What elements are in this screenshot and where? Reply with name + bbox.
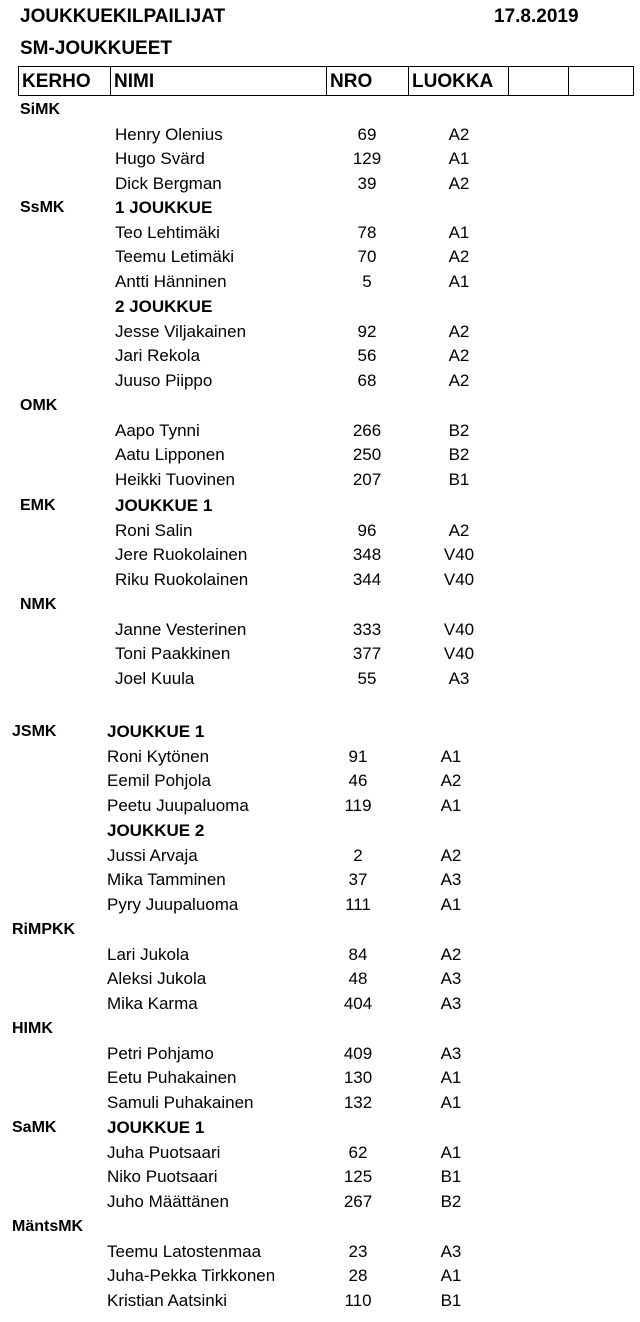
member-class: A3 — [440, 994, 462, 1014]
member-name: Mika Karma — [107, 994, 198, 1014]
member-class: A2 — [448, 371, 470, 391]
club-name: MäntsMK — [12, 1218, 84, 1235]
member-name: Eetu Puhakainen — [107, 1068, 237, 1088]
member-number: 56 — [357, 346, 377, 366]
member-number: 23 — [348, 1241, 368, 1261]
member-name: Kristian Aatsinki — [107, 1291, 227, 1311]
member-class: A2 — [448, 247, 470, 267]
member-number: 111 — [345, 895, 371, 915]
column-header-luokka: LUOKKA — [409, 67, 509, 95]
member-class: A2 — [440, 944, 462, 964]
member-class: B2 — [440, 1192, 462, 1212]
member-number: 409 — [343, 1043, 373, 1063]
member-name: Niko Puotsaari — [107, 1167, 218, 1187]
column-header-kerho: KERHO — [19, 67, 111, 95]
member-name: Janne Vesterinen — [115, 619, 247, 639]
club-name: SsMK — [20, 199, 65, 216]
member-name: Heikki Tuovinen — [115, 470, 236, 490]
member-number: 28 — [348, 1266, 368, 1286]
member-name: Antti Hänninen — [115, 272, 227, 292]
member-number: 5 — [362, 272, 372, 292]
member-class: A3 — [440, 1043, 462, 1063]
club-name: HIMK — [12, 1020, 53, 1037]
member-class: A1 — [440, 796, 462, 816]
column-header-blank-1 — [509, 67, 569, 95]
member-class: V40 — [443, 545, 475, 565]
member-number: 129 — [352, 149, 382, 169]
member-class: V40 — [443, 570, 475, 590]
member-class: B2 — [448, 445, 470, 465]
member-number: 119 — [344, 796, 372, 816]
team-label: JOUKKUE 2 — [107, 821, 205, 840]
member-number: 266 — [352, 420, 382, 440]
member-class: A3 — [440, 870, 462, 890]
date: 17.8.2019 — [494, 6, 579, 27]
member-class: A1 — [440, 1093, 462, 1113]
club-name: JSMK — [12, 723, 57, 740]
member-name: Jere Ruokolainen — [115, 545, 248, 565]
member-class: A2 — [440, 771, 462, 791]
club-name: EMK — [20, 497, 56, 514]
member-name: Joel Kuula — [115, 669, 195, 689]
column-header-nro: NRO — [327, 67, 409, 95]
member-number: 91 — [348, 746, 368, 766]
member-number: 404 — [343, 994, 373, 1014]
member-number: 377 — [352, 644, 382, 664]
club-name: SaMK — [12, 1119, 57, 1136]
member-class: A1 — [448, 149, 470, 169]
member-class: A1 — [448, 272, 470, 292]
member-number: 125 — [343, 1167, 373, 1187]
member-number: 78 — [357, 222, 377, 242]
member-number: 333 — [352, 619, 382, 639]
member-name: Jari Rekola — [115, 346, 201, 366]
member-name: Hugo Svärd — [115, 149, 205, 169]
member-class: A1 — [448, 222, 470, 242]
member-number: 267 — [343, 1192, 373, 1212]
member-class: A2 — [448, 520, 470, 540]
member-class: A2 — [448, 321, 470, 341]
member-number: 68 — [357, 371, 377, 391]
member-name: Juuso Piippo — [115, 371, 213, 391]
member-class: A1 — [440, 895, 462, 915]
member-number: 250 — [352, 445, 382, 465]
member-class: B2 — [448, 420, 470, 440]
column-header-row — [18, 66, 634, 96]
member-name: Jesse Viljakainen — [115, 321, 247, 341]
member-name: Mika Tamminen — [107, 870, 226, 890]
member-number: 69 — [357, 124, 377, 144]
member-class: A3 — [440, 969, 462, 989]
member-class: A2 — [448, 346, 470, 366]
member-number: 130 — [343, 1068, 373, 1088]
member-name: Henry Olenius — [115, 124, 223, 144]
member-class: A3 — [448, 669, 470, 689]
page-title: JOUKKUEKILPAILIJAT — [20, 6, 226, 27]
member-number: 344 — [352, 570, 382, 590]
member-name: Teemu Latostenmaa — [107, 1241, 262, 1261]
member-name: Juha Puotsaari — [107, 1142, 221, 1162]
member-class: A1 — [440, 1266, 462, 1286]
member-name: Samuli Puhakainen — [107, 1093, 254, 1113]
member-class: A2 — [440, 845, 462, 865]
member-number: 348 — [352, 545, 382, 565]
member-name: Teo Lehtimäki — [115, 222, 220, 242]
member-class: B1 — [440, 1291, 462, 1311]
team-label: JOUKKUE 1 — [115, 496, 213, 515]
member-name: Roni Kytönen — [107, 746, 210, 766]
member-name: Teemu Letimäki — [115, 247, 235, 267]
column-header-nimi: NIMI — [111, 67, 327, 95]
member-name: Aleksi Jukola — [107, 969, 207, 989]
member-name: Juha-Pekka Tirkkonen — [107, 1266, 276, 1286]
club-name: SiMK — [20, 101, 60, 118]
member-name: Lari Jukola — [107, 944, 190, 964]
member-class: A3 — [440, 1241, 462, 1261]
member-name: Dick Bergman — [115, 174, 222, 194]
team-label: JOUKKUE 1 — [107, 722, 205, 741]
member-number: 55 — [357, 669, 377, 689]
member-name: Jussi Arvaja — [107, 845, 198, 865]
column-header-blank-2 — [569, 67, 635, 95]
member-name: Aatu Lipponen — [115, 445, 225, 465]
member-class: B1 — [440, 1167, 462, 1187]
member-class: A1 — [440, 746, 462, 766]
member-name: Eemil Pohjola — [107, 771, 211, 791]
team-label: JOUKKUE 1 — [107, 1118, 205, 1137]
member-name: Roni Salin — [115, 520, 193, 540]
member-number: 2 — [353, 845, 363, 865]
member-number: 96 — [357, 520, 377, 540]
member-class: V40 — [443, 644, 475, 664]
member-name: Riku Ruokolainen — [115, 570, 249, 590]
member-number: 207 — [352, 470, 382, 490]
club-name: NMK — [20, 596, 57, 613]
member-number: 84 — [348, 944, 368, 964]
member-name: Aapo Tynni — [115, 420, 200, 440]
member-class: A2 — [448, 124, 470, 144]
member-class: A2 — [448, 174, 470, 194]
member-class: B1 — [448, 470, 470, 490]
member-number: 48 — [348, 969, 368, 989]
team-label: 1 JOUKKUE — [115, 198, 213, 217]
member-name: Petri Pohjamo — [107, 1043, 214, 1063]
member-number: 132 — [343, 1093, 373, 1113]
club-name: RiMPKK — [12, 921, 76, 938]
member-number: 46 — [348, 771, 368, 791]
member-number: 62 — [348, 1142, 368, 1162]
club-name: OMK — [20, 397, 58, 414]
member-name: Pyry Juupaluoma — [107, 895, 239, 915]
member-name: Toni Paakkinen — [115, 644, 231, 664]
member-class: A1 — [440, 1068, 462, 1088]
team-label: 2 JOUKKUE — [115, 297, 213, 316]
page-subtitle: SM-JOUKKUEET — [20, 38, 173, 59]
member-number: 70 — [357, 247, 377, 267]
member-name: Peetu Juupaluoma — [107, 796, 249, 816]
member-number: 37 — [348, 870, 368, 890]
member-number: 110 — [344, 1291, 372, 1311]
member-number: 39 — [357, 174, 377, 194]
member-name: Juho Määttänen — [107, 1192, 229, 1212]
member-number: 92 — [357, 321, 377, 341]
member-class: V40 — [443, 619, 475, 639]
member-class: A1 — [440, 1142, 462, 1162]
